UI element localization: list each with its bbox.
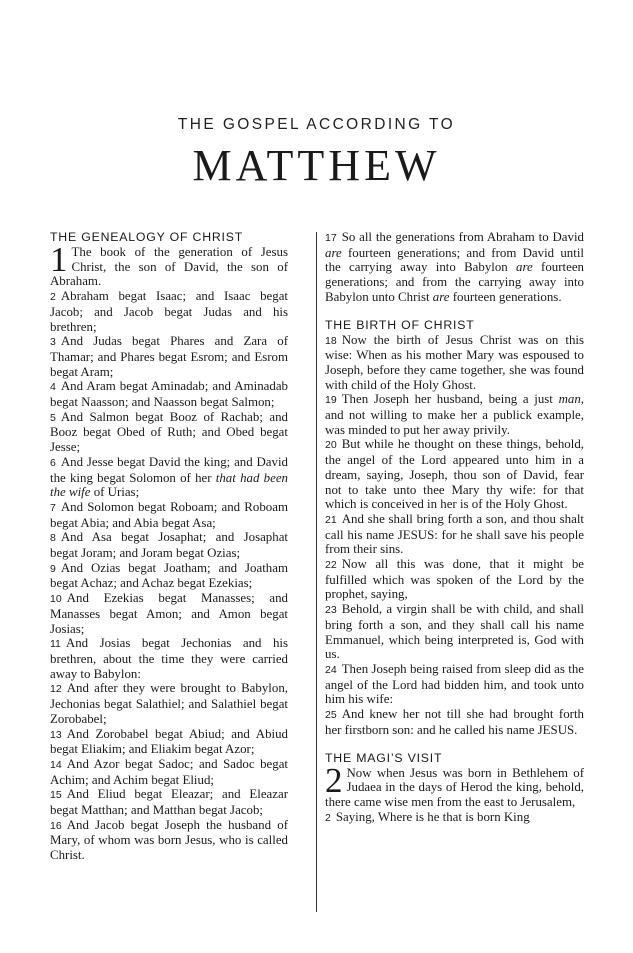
verse-9: [50, 561, 288, 591]
verse-number: 24: [325, 663, 337, 676]
italic-text: are: [516, 260, 533, 275]
verse-number: 9: [50, 562, 56, 575]
verse-text: And she shall bring forth a son, and thou shalt call his name JESUS: for he shall save his people from their sins.: [325, 511, 584, 557]
verse-text: And Jesse begat David the king; and David the king begat Solomon of her: [50, 454, 288, 485]
column-divider: [316, 232, 317, 912]
verse-3: [50, 334, 288, 379]
verse-text: And Salmon begat Booz of Rachab; and Booz begat Obed of Ruth; and Obed begat Jesse;: [50, 409, 288, 455]
book-heading: THE GOSPEL ACCORDING TO: [177, 116, 456, 133]
verse-text: fourteen generations; and from David until the carrying away into Babylon: [325, 245, 584, 275]
verse-number: 3: [50, 336, 56, 349]
verse-12: [50, 681, 288, 726]
verse-8: [50, 530, 288, 560]
verse-5: [50, 410, 288, 455]
verse-number: 18: [325, 334, 337, 347]
verse-number: 25: [325, 709, 337, 722]
verse-6: [50, 455, 288, 500]
section-title-birth: THE BIRTH OF CHRIST: [325, 317, 475, 332]
italic-text: are: [325, 245, 342, 260]
verse-number: 14: [50, 758, 62, 771]
verse-text: fourteen generations; and from the carrying away into Babylon unto Christ: [325, 260, 584, 304]
verse-number: 21: [325, 513, 337, 526]
verse-25: [325, 707, 584, 737]
verse-17: [325, 230, 584, 305]
verse-number: 4: [50, 381, 56, 394]
verse-text: The book of the generation of Jesus Christ, the son of David, the son of Abraham.: [50, 245, 288, 289]
verse-2: [50, 289, 288, 334]
verse-1: [50, 240, 288, 289]
verse-10: [50, 591, 288, 636]
verse-text: Behold, a virgin shall be with child, and shall bring forth a son, and they shall call his name Emmanuel, which being interpreted is, God with us.: [325, 602, 584, 662]
verse-text: And Eliud begat Eleazar; and Eleazar begat Matthan; and Matthan begat Jacob;: [50, 787, 288, 818]
verse-text: Now the birth of Jesus Christ was on this wise: When as his mother Mary was espoused to Joseph, before they came together, she was found with child of the Holy Ghost.: [325, 332, 584, 392]
left-column: [50, 230, 288, 863]
verse-number: 8: [50, 532, 56, 545]
book-title: MATTHEW: [192, 141, 441, 190]
chapter-number-2: 2: [325, 760, 343, 800]
verse-text: And Asa begat Josaphat; and Josaphat begat Joram; and Joram begat Ozias;: [50, 530, 288, 561]
verse-2: [325, 810, 584, 826]
verse-number: 11: [50, 638, 61, 651]
verse-number: 5: [50, 411, 56, 424]
verse-text: And Solomon begat Roboam; and Roboam begat Abia; and Abia begat Asa;: [50, 499, 288, 530]
verse-22: [325, 557, 584, 602]
left-verse-list: [50, 289, 288, 863]
verse-18: [325, 333, 584, 393]
verse-20: [325, 437, 584, 512]
verse-text: And Zorobabel begat Abiud; and Abiud begat Eliakim; and Eliakim begat Azor;: [50, 726, 288, 757]
verse-text: Now all this was done, that it might be fulfilled which was spoken of the Lord by the prophet, saying,: [325, 557, 584, 602]
verse-text: Then Joseph her husband, being a just: [341, 392, 559, 407]
chapter-2-verse-list: [325, 810, 584, 826]
verse-number: 2: [50, 291, 56, 304]
verse-text: And Ezekias begat Manasses; and Manasses begat Amon; and Amon begat Josias;: [50, 591, 288, 636]
verse-number: 12: [50, 683, 62, 696]
verse-number: 16: [50, 819, 62, 832]
section-title-magi: THE MAGI’S VISIT: [325, 750, 443, 765]
verse-text: Abraham begat Isaac; and Isaac begat Jacob; and Jacob begat Judas and his brethren;: [50, 289, 288, 334]
verse-text: Now when Jesus was born in Bethlehem of Judaea in the days of Herod the king, behold, there came wise men from the east to Jerusalem,: [325, 765, 584, 809]
verse-text: and not willing to make her a publick example, was minded to put her away privily.: [325, 408, 584, 437]
verse-number: 20: [325, 439, 337, 452]
verse-number: 2: [325, 811, 331, 824]
verse-text: And Ozias begat Joatham; and Joatham begat Achaz; and Achaz begat Ezekias;: [50, 560, 288, 591]
verse-text: And after they were brought to Babylon, Jechonias begat Salathiel; and Salathiel begat Zorobabel;: [50, 681, 288, 726]
italic-text: that had been the wife: [50, 470, 288, 500]
verse-text: And Jacob begat Joseph the husband of Mary, of whom was born Jesus, who is called Christ.: [50, 817, 288, 863]
chapter-2-verse-1: [325, 760, 584, 810]
verse-19: [325, 392, 584, 437]
verse-text: And Aram begat Aminadab; and Aminadab begat Naasson; and Naasson begat Salmon;: [50, 379, 288, 410]
verse-11: [50, 636, 288, 681]
verse-17-wrap: [325, 230, 584, 305]
verse-16: [50, 818, 288, 863]
verse-number: 13: [50, 728, 62, 741]
verse-4: [50, 379, 288, 409]
verse-number: 10: [50, 593, 62, 606]
verse-7: [50, 500, 288, 530]
verse-text: So all the generations from Abraham to David: [341, 230, 584, 244]
verse-number: 6: [50, 456, 56, 469]
birth-verse-list: [325, 333, 584, 738]
right-column: [325, 230, 584, 825]
verse-number: 7: [50, 501, 56, 514]
verse-number: 23: [325, 604, 337, 617]
verse-23: [325, 602, 584, 662]
verse-text: Then Joseph being raised from sleep did as the angel of the Lord had bidden him, and took unto him his wife:: [325, 661, 584, 707]
verse-text: But while he thought on these things, behold, the angel of the Lord appeared unto him in a dream, saying, Joseph, thou son of David, fear not to take unto thee Mary thy wife: for that which is conceived in her is of the Holy Ghost.: [325, 437, 584, 512]
verse-24: [325, 662, 584, 707]
verse-13: [50, 727, 288, 757]
verse-number: 19: [325, 394, 337, 407]
italic-text: man,: [558, 392, 584, 407]
verse-text: And Judas begat Phares and Zara of Thamar; and Phares begat Esrom; and Esrom begat Aram;: [50, 334, 288, 379]
verse-14: [50, 757, 288, 787]
verse-text: And Josias begat Jechonias and his brethren, about the time they were carried away to Babylon:: [50, 636, 288, 681]
verse-number: 22: [325, 559, 337, 572]
verse-text: of Urias;: [90, 485, 140, 500]
verse-text: fourteen generations.: [449, 289, 562, 304]
verse-text: Saying, Where is he that is born King: [335, 809, 530, 824]
chapter-number-1: 1: [50, 240, 68, 279]
verse-number: 15: [50, 789, 62, 802]
italic-text: are: [432, 289, 450, 304]
section-title-genealogy: THE GENEALOGY OF CHRIST: [50, 230, 244, 244]
verse-number: 17: [325, 232, 337, 244]
verse-15: [50, 787, 288, 817]
verse-21: [325, 512, 584, 557]
verse-text: And Azor begat Sadoc; and Sadoc begat Achim; and Achim begat Eliud;: [50, 756, 288, 787]
verse-text: And knew her not till she had brought forth her firstborn son: and he called his name JESUS.: [325, 707, 584, 737]
